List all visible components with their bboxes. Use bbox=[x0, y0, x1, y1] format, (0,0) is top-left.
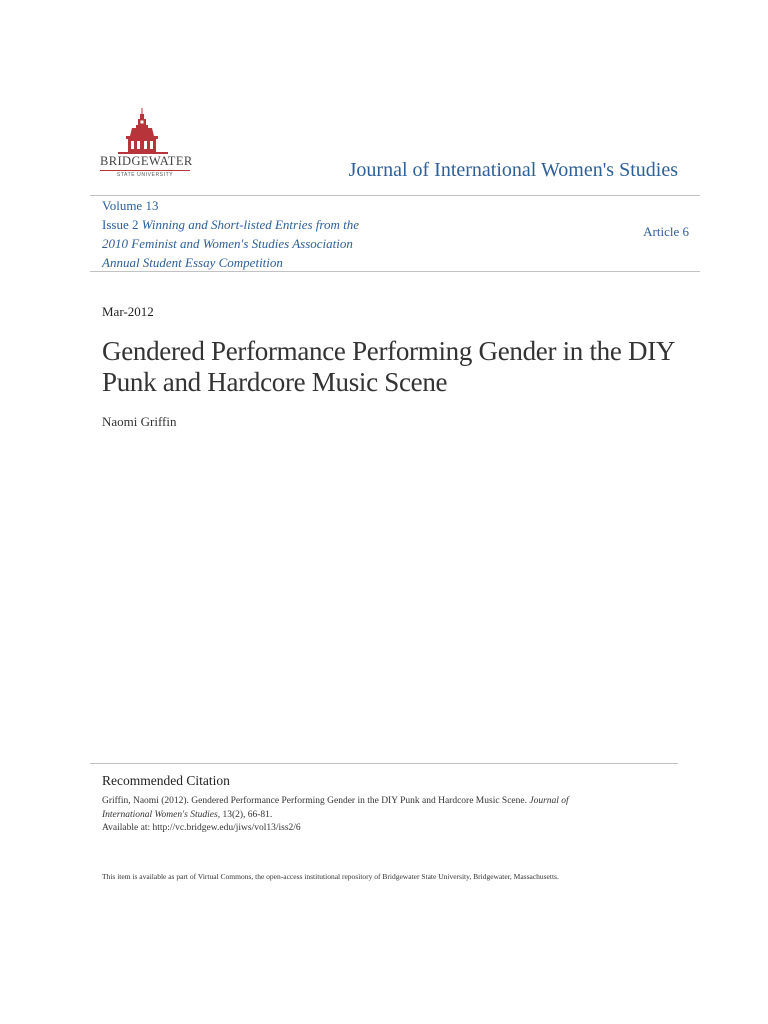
issue-title-line-1: Winning and Short-listed Entries from the bbox=[141, 217, 359, 232]
citation-journal-part-1: Journal of bbox=[529, 796, 569, 806]
citation-volume-pages: , 13(2), 66-81. bbox=[217, 809, 273, 820]
issue-link[interactable] bbox=[102, 215, 522, 234]
article-title: Gendered Performance Performing Gender in the DIY Punk and Hardcore Music Scene bbox=[102, 336, 675, 397]
recommended-citation-heading: Recommended Citation bbox=[102, 773, 230, 788]
issue-title-line-3[interactable]: Annual Student Essay Competition bbox=[102, 255, 283, 270]
citation-journal-part-2: International Women's Studies bbox=[102, 809, 218, 820]
issue-divider bbox=[90, 271, 700, 272]
publication-date: Mar-2012 bbox=[102, 304, 154, 319]
issue-label: Issue 2 bbox=[102, 217, 139, 232]
author-name: Naomi Griffin bbox=[102, 414, 177, 429]
issue-title-line-2[interactable]: 2010 Feminist and Women's Studies Association bbox=[102, 236, 353, 251]
citation-line-1: Griffin, Naomi (2012). Gendered Performance Performing Gender in the DIY Punk and Hardcore Music Scene. bbox=[102, 796, 527, 806]
volume-link[interactable]: Volume 13 bbox=[102, 198, 159, 213]
repository-note: This item is available as part of Virtual Commons, the open-access institutional repository of Bridgewater State University, Bridgewater, Massachusetts. bbox=[102, 872, 559, 881]
citation-url[interactable]: Available at: http://vc.bridgew.edu/jiws/vol13/iss2/6 bbox=[102, 823, 301, 833]
journal-title-link[interactable]: Journal of International Women's Studies bbox=[348, 159, 678, 181]
tower-icon bbox=[116, 108, 170, 154]
issue-info bbox=[102, 196, 522, 272]
logo-subtitle: STATE UNIVERSITY bbox=[116, 172, 174, 178]
logo-name: BRIDGEWATER bbox=[100, 154, 190, 171]
citation-text bbox=[102, 795, 662, 836]
article-number-link[interactable]: Article 6 bbox=[643, 224, 689, 239]
university-logo[interactable] bbox=[100, 108, 193, 180]
citation-divider bbox=[90, 763, 678, 764]
